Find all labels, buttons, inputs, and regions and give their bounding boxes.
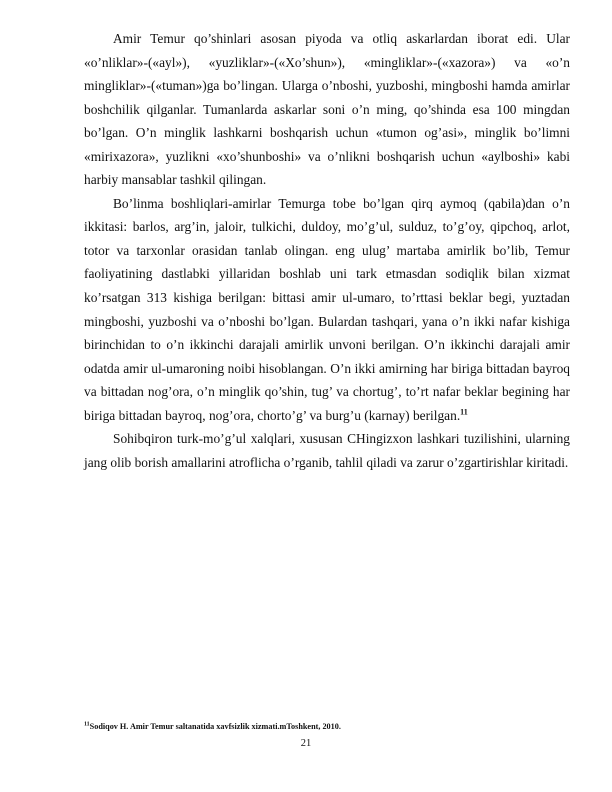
paragraph-army-structure xyxy=(84,27,570,192)
footnote-text: Sodiqov H. Amir Temur saltanatida xavfsizlik xizmati.mToshkent, 2010. xyxy=(89,722,341,731)
footnote xyxy=(84,722,570,732)
paragraph-text: Bo’linma boshliqlari-amirlar Temurga tobe bo’lgan qirq aymoq (qabila)dan o’n ikkitasi: barlos, arg’in, jaloir, tulkichi, duldoy, mo’g’ul, sulduz, to’g’oy, qipchoq, arlot, totor va tarxonlar orasidan tanlab olingan. eng ulug’ martaba amirlik bo’lib, Temur faoliyatining dastlabki yillaridan boshlab uni tark etmasdan sodiqlik bilan xizmat ko’rsatgan 313 kishiga berilgan: bittasi amir ul-umaro, to’rttasi beklar begi, yuztadan mingboshi, yuzboshi va o’nboshi bo’lgan. Bulardan tashqari, yana o’n ikki nafar kishiga birinchidan to o’n ikkinchi darajali amirlik unvoni berilgan. O’n ikkinchi darajali amir odatda amir ul-umaroning noibi hisoblangan. O’n ikki amirning har biriga bittadan bayroq va bittadan nog’ora, o’n minglik qo’shin, tug’ va chortug’, to’rt nafar beklar begining har biriga bittadan bayroq, nog’ora, chorto’g’ va burg’u (karnay) berilgan. xyxy=(84,195,570,423)
paragraph-text: Sohibqiron turk-mo’g’ul xalqlari, xususan CHingizxon lashkari tuzilishini, ularning jang olib borish amallarini atroflicha o’rganib, tahlil qiladi va zarur o’zgartirishlar kiritadi. xyxy=(84,431,570,470)
footnote-reference[interactable]: 11 xyxy=(460,407,468,417)
body-text xyxy=(84,27,570,474)
paragraph-commanders xyxy=(84,192,570,427)
paragraph-text: Amir Temur qo’shinlari asosan piyoda va otliq askarlardan iborat edi. Ular «o’nliklar»-(«ayl»), «yuzliklar»-(«Xo’shun»), «mingliklar»-(«xazora») va «o’n mingliklar»-(«tuman»)ga bo’lingan. Ularga o’nboshi, yuzboshi, mingboshi hamda amirlar boshchilik qilganlar. Tumanlarda askarlar soni o’n ming, qo’shinda esa 100 mingdan bo’lgan. O’n minglik lashkarni boshqarish uchun «tumon og’asi», minglik bo’limni «mirixazora», yuzlikni «xo’shunboshi» va o’nlikni boshqarish uchun «aylboshi» kabi harbiy mansablar tashkil qilingan. xyxy=(84,31,570,188)
page-number: 21 xyxy=(300,738,312,749)
footnote-marker: 11 xyxy=(84,721,90,728)
paragraph-sohibqiron xyxy=(84,427,570,474)
